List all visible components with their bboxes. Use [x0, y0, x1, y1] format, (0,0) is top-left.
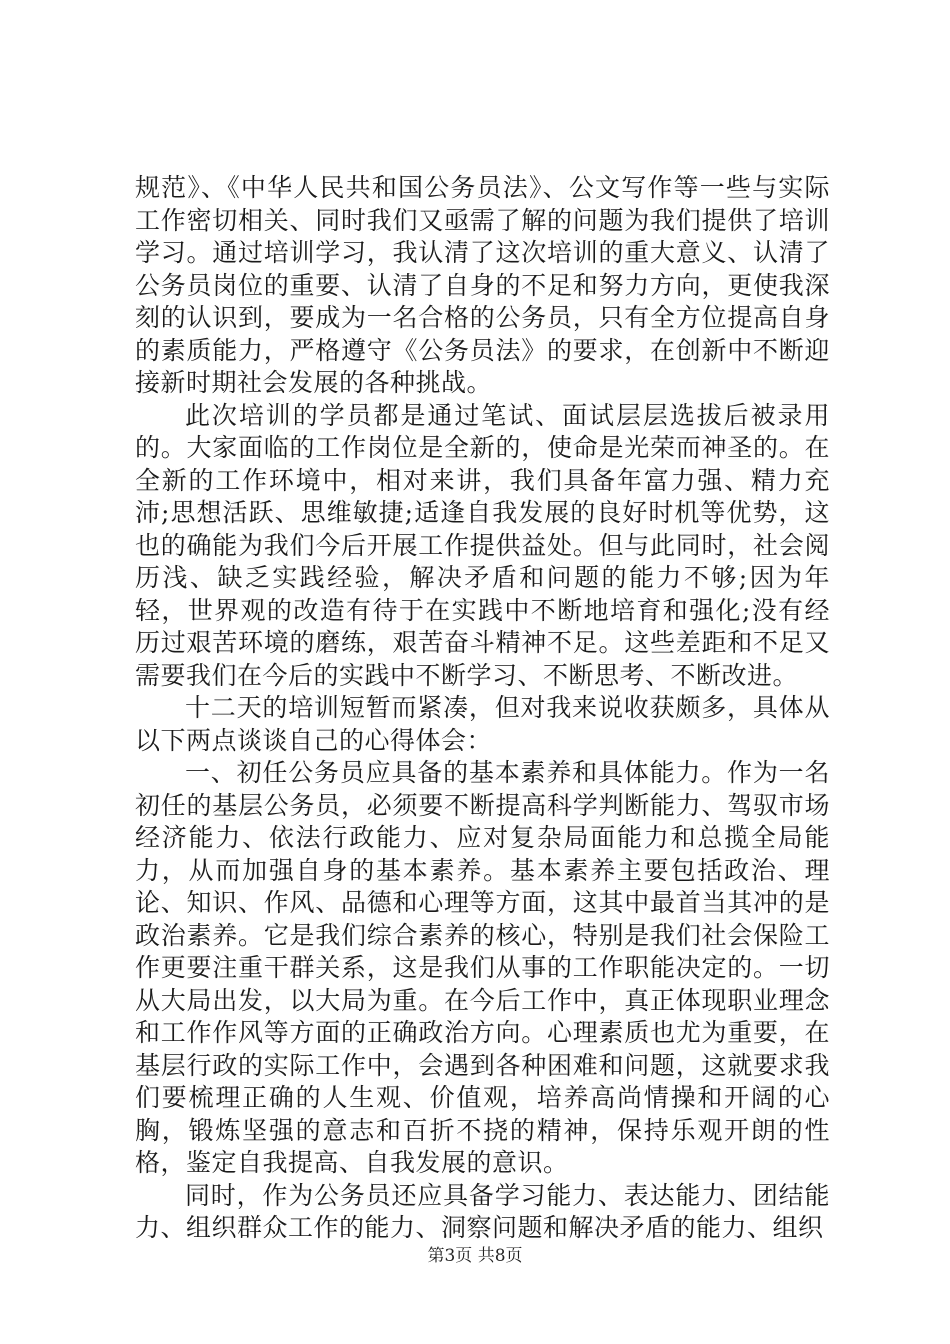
paragraph-trainees: 此次培训的学员都是通过笔试、面试层层选拔后被录用的。大家面临的工作岗位是全新的，使命是光荣而神圣的。在全新的工作环境中，相对来讲，我们具备年富力强、精力充沛;思想活跃、思维敏捷;适逢自我发展的良好时机等优势，这也的确能为我们今后开展工作提供益处。但与此同时，社会阅历浅、缺乏实践经验，解决矛盾和问题的能力不够;因为年轻，世界观的改造有待于在实践中不断地培育和强化;没有经历过艰苦环境的磨练，艰苦奋斗精神不足。这些差距和不足又需要我们在今后的实践中不断学习、不断思考、不断改进。: [135, 400, 830, 690]
paragraph-abilities: 同时，作为公务员还应具备学习能力、表达能力、团结能力、组织群众工作的能力、洞察问题和解决矛盾的能力、组织: [135, 1180, 830, 1242]
document-body: [135, 172, 830, 1245]
paragraph-continuation: 规范》、《中华人民共和国公务员法》、公文写作等一些与实际工作密切相关、同时我们又亟需了解的问题为我们提供了培训学习。通过培训学习，我认清了这次培训的重大意义、认清了公务员岗位的重要、认清了自身的不足和努力方向，更使我深刻的认识到，要成为一名合格的公务员，只有全方位提高自身的素质能力，严格遵守《公务员法》的要求，在创新中不断迎接新时期社会发展的各种挑战。: [135, 173, 830, 397]
page-number-footer: 第3页 共8页: [427, 1246, 523, 1266]
paragraph-point-one: 一、初任公务员应具备的基本素养和具体能力。作为一名初任的基层公务员，必须要不断提高科学判断能力、驾驭市场经济能力、依法行政能力、应对复杂局面能力和总揽全局能力，从而加强自身的基本素养。基本素养主要包括政治、理论、知识、作风、品德和心理等方面，这其中最首当其冲的是政治素养。它是我们综合素养的核心，特别是我们社会保险工作更要注重干群关系，这是我们从事的工作职能决定的。一切从大局出发，以大局为重。在今后工作中，真正体现职业理念和工作作风等方面的正确政治方向。心理素质也尤为重要，在基层行政的实际工作中，会遇到各种困难和问题，这就要求我们要梳理正确的人生观、价值观，培养高尚情操和开阔的心胸，锻炼坚强的意志和百折不挠的精神，保持乐观开朗的性格，鉴定自我提高、自我发展的意识。: [135, 758, 830, 1177]
paragraph-intro-points: 十二天的培训短暂而紧凑，但对我来说收获颇多，具体从以下两点谈谈自己的心得体会：: [135, 693, 830, 755]
